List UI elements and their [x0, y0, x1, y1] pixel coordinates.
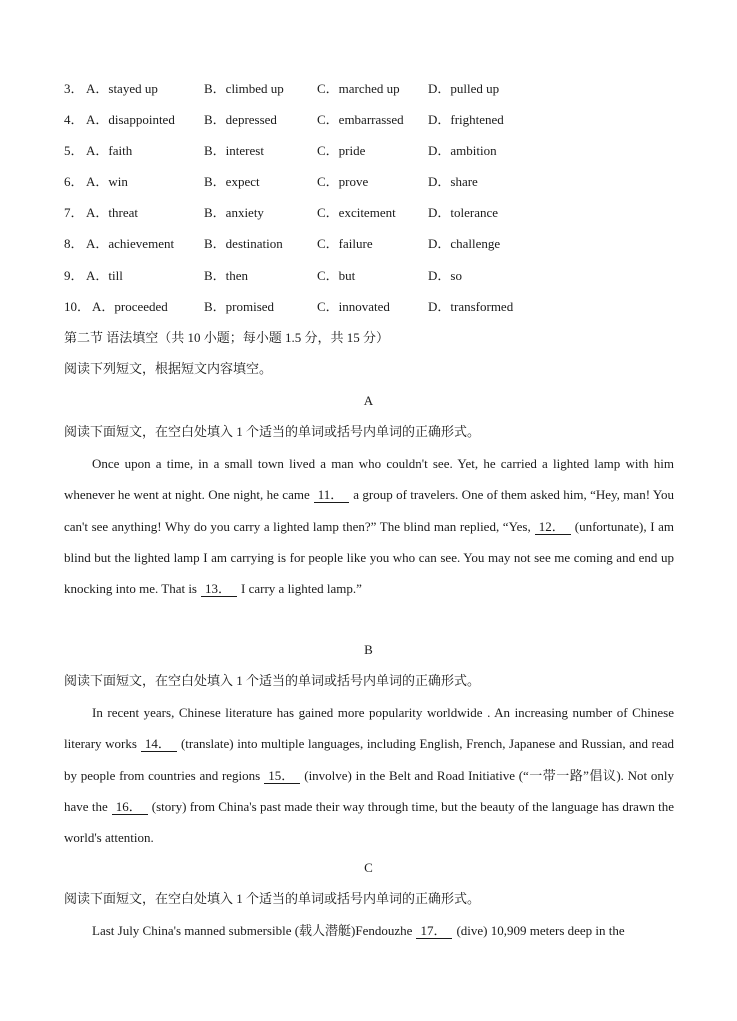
- option-d: D．share: [428, 174, 478, 189]
- option-d: D．so: [428, 268, 462, 283]
- option-b: B．interest: [204, 143, 264, 158]
- passage-c-label: C: [364, 860, 373, 875]
- option-a: A．till: [86, 268, 123, 283]
- option-b: B．destination: [204, 236, 283, 251]
- option-a: A．win: [86, 174, 128, 189]
- question-number: 6．: [64, 174, 84, 189]
- passage-text: (involve) in the Belt and Road Initiative (“一带一路”倡议). Not only have the: [64, 767, 674, 814]
- passage-text: a group of travelers. One of them asked him, “Hey, man! You can't see anything! Why do you carry a lighted lamp then?” The blind man replied, “Yes,: [64, 487, 674, 534]
- option-d: D．frightened: [428, 112, 504, 127]
- passage-text: Last July China's manned submersible (载人潜艇)Fendouzhe: [92, 923, 413, 938]
- option-a: A．achievement: [86, 236, 175, 251]
- option-a: A．disappointed: [86, 112, 175, 127]
- passage-a-text: [64, 448, 674, 604]
- passage-text: (unfortunate), I am blind but the lighted lamp I am carrying is for people like you who can see. You may not see me coming and end up knocking into me. That is: [64, 518, 674, 597]
- passage-text: (translate) into multiple languages, including English, French, Japanese and Russian, and read by people from countries and regions: [64, 736, 675, 783]
- option-c: C．marched up: [317, 81, 400, 96]
- option-b: B．expect: [204, 174, 260, 189]
- passage-c-instruction: 阅读下面短文，在空白处填入 1 个适当的单词或括号内单词的正确形式。: [64, 891, 481, 906]
- question-number: 8．: [64, 236, 84, 251]
- option-d: D．pulled up: [428, 81, 500, 96]
- passage-text: (story) from China's past made their way through time, but the beauty of the language has drawn the world's attention.: [64, 798, 674, 846]
- option-c: C．but: [317, 268, 356, 283]
- question-number: 3．: [64, 81, 84, 96]
- option-c: C．excitement: [317, 205, 396, 220]
- option-a: A．threat: [86, 205, 138, 220]
- passage-text: In recent years, Chinese literature has gained more popularity worldwide . An increasing number of Chinese literary works: [64, 705, 674, 752]
- option-d: D．ambition: [428, 143, 497, 158]
- option-d: D．transformed: [428, 299, 514, 314]
- question-number: 7．: [64, 205, 84, 220]
- option-a: A．faith: [86, 143, 133, 158]
- passage-a-instruction: 阅读下面短文，在空白处填入 1 个适当的单词或括号内单词的正确形式。: [64, 424, 481, 439]
- blank-12[interactable]: 12．: [535, 519, 571, 535]
- question-number: 4．: [64, 112, 84, 127]
- passage-c-text: [64, 915, 674, 946]
- question-number: 9．: [64, 268, 84, 283]
- passage-text: I carry a lighted lamp.”: [241, 581, 362, 597]
- passage-b-label: B: [364, 642, 373, 657]
- option-c: C．prove: [317, 174, 369, 189]
- question-number: 5．: [64, 143, 84, 158]
- blank-16[interactable]: 16．: [112, 799, 148, 815]
- question-number: 10．: [64, 299, 91, 314]
- blank-17[interactable]: 17．: [416, 923, 452, 939]
- blank-15[interactable]: 15．: [264, 768, 300, 784]
- passage-text: Once upon a time, in a small town lived a man who couldn't see. Yet, he carried a lighted lamp with him whenever he went at night. One night, he came: [64, 456, 674, 503]
- section-instruction: 阅读下列短文，根据短文内容填空。: [64, 361, 273, 376]
- option-b: B．depressed: [204, 112, 277, 127]
- blank-13[interactable]: 13．: [201, 581, 237, 597]
- option-c: C．embarrassed: [317, 112, 404, 127]
- section-title: 第二节 语法填空（共 10 小题；每小题 1.5 分，共 15 分）: [64, 330, 390, 345]
- option-a: A．stayed up: [86, 81, 158, 96]
- option-b: B．then: [204, 268, 249, 283]
- passage-b-instruction: 阅读下面短文，在空白处填入 1 个适当的单词或括号内单词的正确形式。: [64, 673, 481, 688]
- passage-b-text: [64, 697, 674, 853]
- blank-11[interactable]: 11．: [314, 487, 350, 503]
- option-a: A．proceeded: [92, 299, 168, 314]
- option-d: D．challenge: [428, 236, 501, 251]
- option-d: D．tolerance: [428, 205, 499, 220]
- option-b: B．promised: [204, 299, 275, 314]
- passage-text: (dive) 10,909 meters deep in the: [456, 923, 625, 938]
- option-c: C．innovated: [317, 299, 390, 314]
- passage-a-label: A: [363, 393, 374, 408]
- option-b: B．anxiety: [204, 205, 264, 220]
- option-c: C．pride: [317, 143, 366, 158]
- option-c: C．failure: [317, 236, 373, 251]
- blank-14[interactable]: 14．: [141, 736, 177, 752]
- option-b: B．climbed up: [204, 81, 284, 96]
